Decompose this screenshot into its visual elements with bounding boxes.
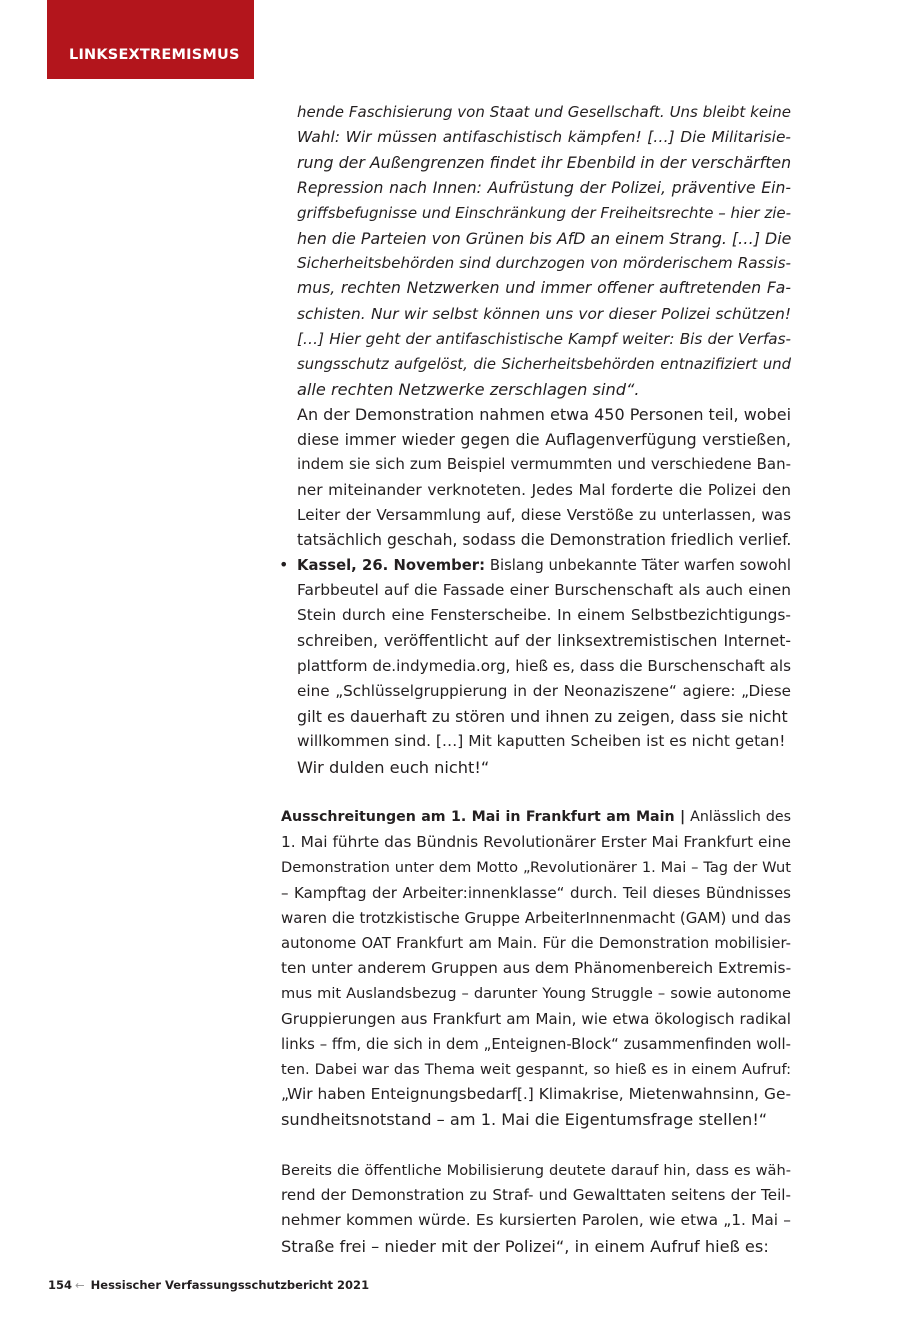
kassel-line: schreiben, veröffentlicht auf der linksextremistischen Internet- <box>297 631 791 650</box>
kassel-heading: Kassel, 26. November: <box>297 557 486 574</box>
paragraph-line: Bereits die öffentliche Mobilisierung deutete darauf hin, dass es wäh- <box>281 1162 791 1179</box>
quote-line: mus, rechten Netzwerken und immer offener auftretenden Fa- <box>297 279 791 298</box>
paragraph-line: Leiter der Versammlung auf, diese Verstöße zu unterlassen, was <box>297 505 791 524</box>
kassel-line: Wir dulden euch nicht!“ <box>297 757 490 777</box>
quote-line: Repression nach Innen: Aufrüstung der Polizei, präventive Ein- <box>297 178 791 197</box>
quote-line: griffsbefugnisse und Einschränkung der Freiheitsrechte – hier zie- <box>297 203 792 222</box>
kassel-line: Farbbeutel auf die Fassade einer Burschenschaft als auch einen <box>297 581 791 600</box>
mai-line: autonome OAT Frankfurt am Main. Für die Demonstration mobilisier- <box>281 934 791 952</box>
kassel-line: plattform de.indymedia.org, hieß es, dass die Burschenschaft als <box>297 656 792 675</box>
mai-line: sundheitsnotstand – am 1. Mai die Eigentumsfrage stellen!“ <box>281 1110 768 1130</box>
mai-line: „Wir haben Enteignungsbedarf[.] Klimakrise, Mietenwahnsinn, Ge- <box>281 1085 791 1104</box>
mai-line: – Kampftag der Arbeiter:innenklasse“ durch. Teil dieses Bündnisses <box>281 883 791 902</box>
paragraph-line: tatsächlich geschah, sodass die Demonstration friedlich verlief. <box>297 530 792 549</box>
mai-line: 1. Mai führte das Bündnis Revolutionärer Erster Mai Frankfurt eine <box>281 833 791 852</box>
mai-line: ten unter anderem Gruppen aus dem Phänomenbereich Extremis- <box>281 959 792 978</box>
quote-line: Sicherheitsbehörden sind durchzogen von mörderischem Rassis- <box>297 254 791 273</box>
paragraph-line: ner miteinander verknoteten. Jedes Mal forderte die Polizei den <box>297 480 791 499</box>
mai-first-line <box>281 805 791 830</box>
section-title: LINKSEXTREMISMUS <box>69 47 240 63</box>
mai-line: ten. Dabei war das Thema weit gespannt, so hieß es in einem Aufruf: <box>281 1060 791 1078</box>
section-header-tab <box>47 0 254 79</box>
mai-line: Gruppierungen aus Frankfurt am Main, wie etwa ökologisch radikal <box>281 1009 791 1028</box>
back-arrow-icon[interactable]: ← <box>75 1278 85 1292</box>
kassel-first-line <box>297 553 791 578</box>
paragraph-line: Straße frei – nieder mit der Polizei“, in einem Aufruf hieß es: <box>281 1236 769 1256</box>
mai-line: Demonstration unter dem Motto „Revolutionärer 1. Mai – Tag der Wut <box>281 859 791 877</box>
quote-line: […] Hier geht der antifaschistische Kampf weiter: Bis der Verfas- <box>297 329 791 348</box>
quote-line: rung der Außengrenzen findet ihr Ebenbild in der verschärften <box>297 153 792 173</box>
mobilisierung-paragraph <box>281 1158 791 1259</box>
demo-paragraph <box>297 402 791 553</box>
quote-line: Wahl: Wir müssen antifaschistisch kämpfen! […] Die Militarisie- <box>297 128 791 147</box>
mai-first-line-text: Anlässlich des <box>685 809 791 825</box>
paragraph-line: nehmer kommen würde. Es kursierten Parolen, wie etwa „1. Mai – <box>281 1211 791 1230</box>
quote-block <box>297 100 791 402</box>
quote-line: hende Faschisierung von Staat und Gesellschaft. Uns bleibt keine <box>297 103 791 121</box>
quote-line: schisten. Nur wir selbst können uns vor dieser Polizei schützen! <box>297 304 791 323</box>
quote-line: hen die Parteien von Grünen bis AfD an einem Strang. […] Die <box>297 228 792 248</box>
mai-heading: Ausschreitungen am 1. Mai in Frankfurt am Main | <box>281 809 686 825</box>
kassel-line: willkommen sind. […] Mit kaputten Scheiben ist es nicht getan! <box>297 732 786 751</box>
kassel-line: Stein durch eine Fensterscheibe. In einem Selbstbezichtigungs- <box>297 606 791 625</box>
bullet-marker: • <box>279 555 289 574</box>
paragraph-line: An der Demonstration nahmen etwa 450 Personen teil, wobei <box>297 405 792 424</box>
kassel-line: gilt es dauerhaft zu stören und ihnen zu zeigen, dass sie nicht <box>297 707 788 727</box>
paragraph-line: indem sie sich zum Beispiel vermummten und verschiedene Ban- <box>297 455 791 474</box>
quote-line: alle rechten Netzwerke zerschlagen sind“. <box>297 380 640 400</box>
kassel-item <box>297 553 791 780</box>
paragraph-line: diese immer wieder gegen die Auflagenverfügung verstießen, <box>297 430 791 450</box>
kassel-first-line-text: Bislang unbekannte Täter warfen sowohl <box>485 557 791 574</box>
page-footer <box>48 1278 369 1292</box>
paragraph-line: rend der Demonstration zu Straf- und Gewalttaten seitens der Teil- <box>281 1186 791 1205</box>
mai-line: links – ffm, die sich in dem „Enteignen-Block“ zusammenfinden woll- <box>281 1035 791 1053</box>
publication-title: Hessischer Verfassungsschutzbericht 2021 <box>90 1278 370 1292</box>
mai-section <box>281 805 791 1132</box>
quote-line: sungsschutz aufgelöst, die Sicherheitsbehörden entnazifiziert und <box>297 355 791 373</box>
page-number: 154 <box>48 1278 73 1292</box>
mai-line: mus mit Auslandsbezug – darunter Young Struggle – sowie autonome <box>281 985 791 1003</box>
mai-line: waren die trotzkistische Gruppe ArbeiterInnenmacht (GAM) und das <box>281 908 791 927</box>
kassel-line: eine „Schlüsselgruppierung in der Neonaziszene“ agiere: „Diese <box>297 681 791 700</box>
